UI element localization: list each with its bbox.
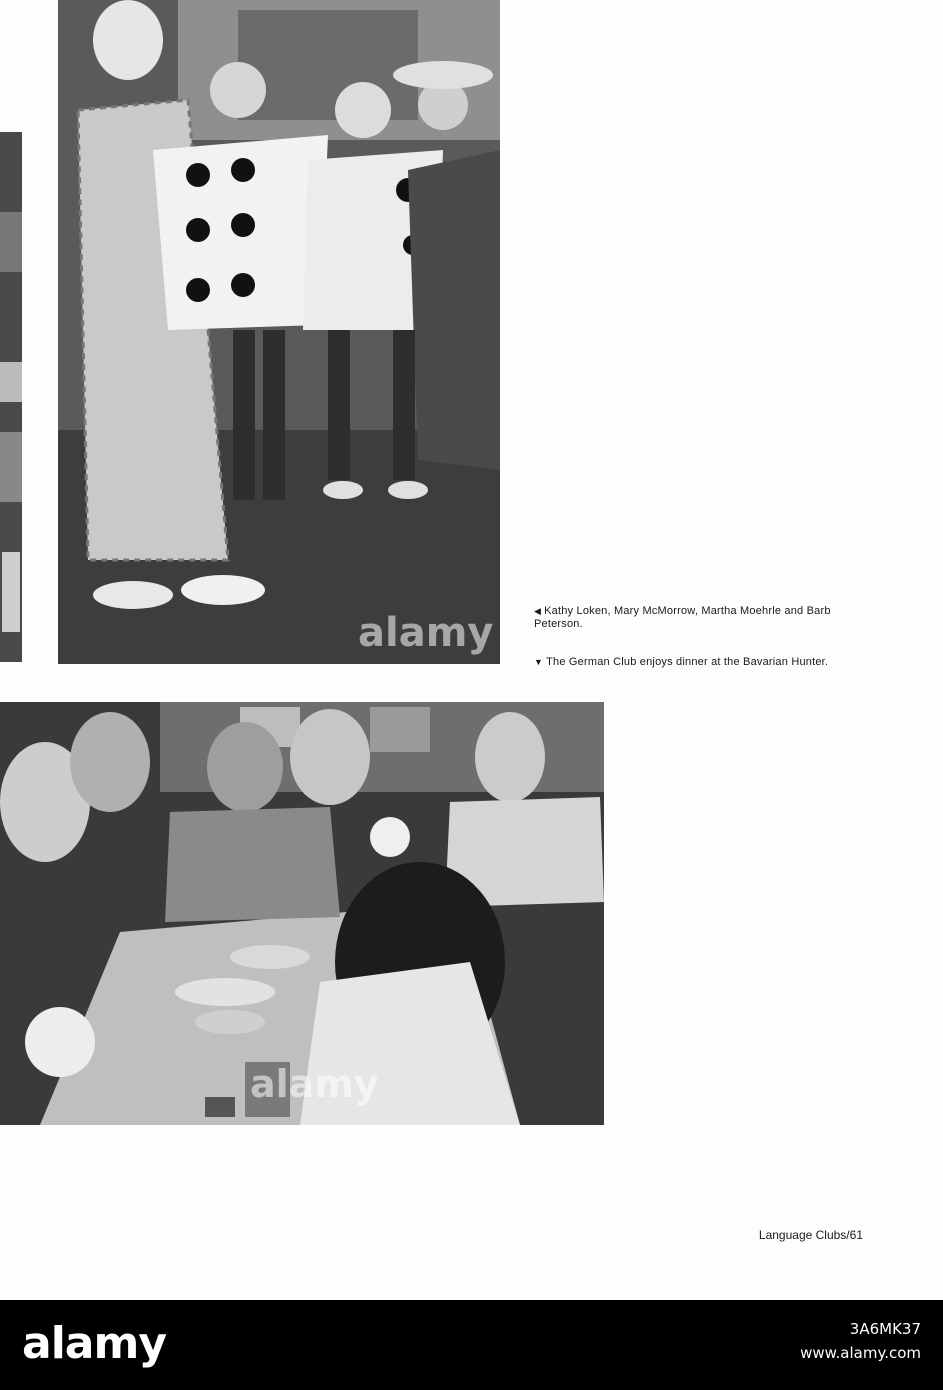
costume-party-photo bbox=[58, 0, 500, 664]
costume-party-illustration bbox=[58, 0, 500, 664]
image-id: 3A6MK37 bbox=[849, 1320, 921, 1338]
down-arrow-icon: ▼ bbox=[534, 657, 544, 667]
watermark-text: alamy bbox=[358, 610, 494, 656]
edge-photo-left bbox=[0, 132, 22, 662]
edge-photo-art bbox=[0, 132, 22, 662]
left-arrow-icon: ◀ bbox=[534, 606, 542, 616]
dinner-caption-text: The German Club enjoys dinner at the Bavarian Hunter. bbox=[546, 656, 829, 668]
footer-url: www.alamy.com bbox=[800, 1344, 921, 1362]
costume-caption-text: Kathy Loken, Mary McMorrow, Martha Moehrle and Barb Peterson. bbox=[534, 605, 831, 630]
alamy-logo: alamy bbox=[22, 1318, 166, 1369]
costume-caption bbox=[534, 605, 864, 631]
german-club-dinner-photo bbox=[0, 702, 604, 1125]
watermark-text-dinner: alamy bbox=[250, 1062, 379, 1106]
page-folio: Language Clubs/61 bbox=[758, 1228, 863, 1242]
dinner-caption bbox=[534, 656, 874, 669]
stock-footer bbox=[0, 1300, 943, 1390]
